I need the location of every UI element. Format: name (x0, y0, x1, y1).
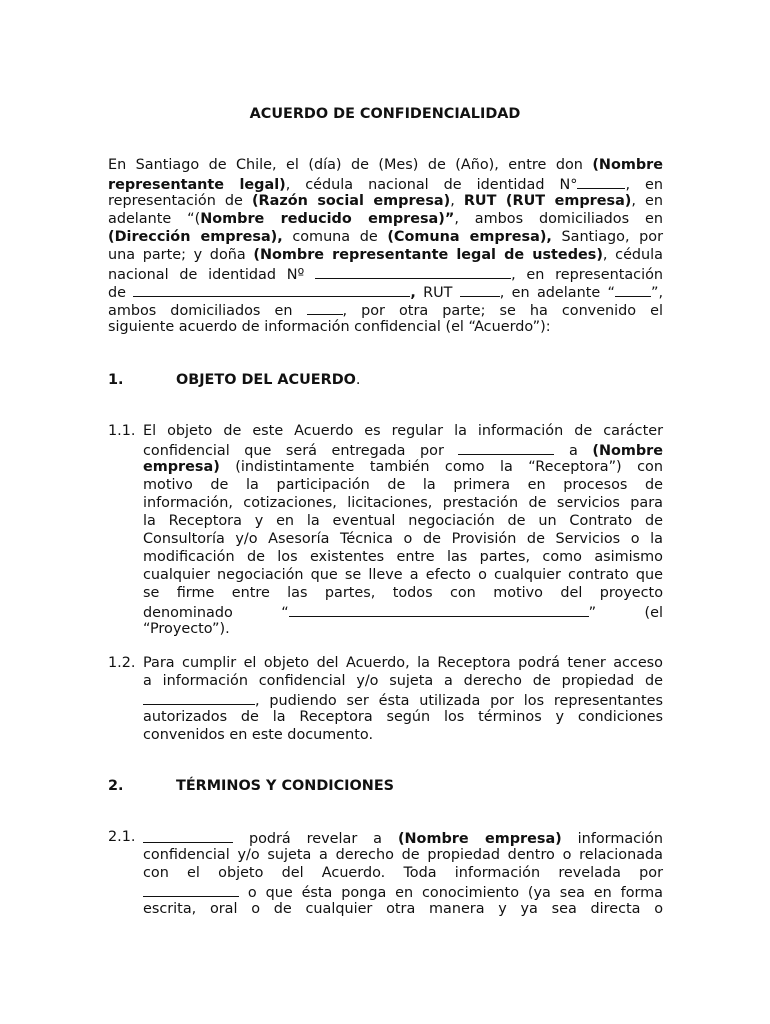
blank-line (289, 602, 589, 617)
clause-line: cualquier negociación que se lleve a efecto o cualquier contrato que (143, 567, 663, 583)
clause-line: Para cumplir el objeto del Acuerdo, la Receptora podrá tener acceso (143, 655, 663, 671)
section-heading-2: 2. TÉRMINOS Y CONDICIONES (108, 778, 395, 794)
clause-line: “Proyecto”). (143, 621, 230, 637)
blank-line (143, 882, 239, 897)
clause-line: autorizados de la Receptora según los términos y condiciones (143, 709, 663, 725)
clause-line: convenidos en este documento. (143, 727, 374, 743)
intro-line: nacional de identidad Nº , en representación (108, 264, 663, 282)
clause-line: modificación de los existentes entre las partes, como asimismo (143, 549, 663, 565)
blank-line (458, 440, 554, 455)
clause-line: confidencial y/o sujeta a derecho de propiedad dentro o relacionada (143, 847, 663, 863)
intro-line: adelante “(Nombre reducido empresa)”, ambos domiciliados en (108, 211, 663, 227)
clause-line: , pudiendo ser ésta utilizada por los representantes (143, 690, 663, 708)
clause-number: 1.1. (108, 423, 136, 439)
clause-line: denominado “ ” (el (143, 602, 663, 620)
clause-line: confidencial que será entregada por a (Nombre (143, 440, 663, 458)
intro-line: ambos domiciliados en , por otra parte; se ha convenido el (108, 300, 663, 318)
clause-number: 1.2. (108, 655, 136, 671)
clause-line: El objeto de este Acuerdo es regular la información de carácter (143, 423, 663, 439)
clause-line: se firme entre las partes, todos con motivo del proyecto (143, 585, 663, 601)
intro-line: de , RUT , en adelante “ ”, (108, 282, 663, 300)
clause-line: motivo de la participación de la primera en procesos de (143, 477, 663, 493)
clause-number: 2.1. (108, 829, 136, 845)
section-heading-1: 1. OBJETO DEL ACUERDO. (108, 372, 361, 388)
blank-line (143, 690, 255, 705)
clause-line: empresa) (indistintamente también como la “Receptora”) con (143, 459, 663, 475)
blank-line (133, 282, 410, 297)
clause-line: información, cotizaciones, licitaciones, prestación de servicios para (143, 495, 663, 511)
intro-line: representación de (Razón social empresa), RUT (RUT empresa), en (108, 193, 663, 209)
clause-line: con el objeto del Acuerdo. Toda información revelada por (143, 865, 663, 881)
clause-line: a información confidencial y/o sujeta a derecho de propiedad de (143, 673, 663, 689)
blank-line (315, 264, 511, 279)
intro-line: representante legal), cédula nacional de identidad N° , en (108, 174, 663, 192)
intro-line: una parte; y doña (Nombre representante legal de ustedes), cédula (108, 247, 663, 263)
clause-line: la Receptora y en la eventual negociación de un Contrato de (143, 513, 663, 529)
blank-line (577, 174, 625, 189)
document-title: ACUERDO DE CONFIDENCIALIDAD (249, 106, 521, 122)
clause-line: podrá revelar a (Nombre empresa) información (143, 828, 663, 846)
blank-line (460, 282, 500, 297)
blank-line (615, 282, 651, 297)
blank-line (143, 828, 233, 843)
blank-line (307, 300, 343, 315)
intro-line: siguiente acuerdo de información confidencial (el “Acuerdo”): (108, 319, 551, 335)
clause-line: o que ésta ponga en conocimiento (ya sea en forma (143, 882, 663, 900)
intro-line: En Santiago de Chile, el (día) de (Mes) de (Año), entre don (Nombre (108, 157, 663, 173)
clause-line: Consultoría y/o Asesoría Técnica o de Provisión de Servicios o la (143, 531, 663, 547)
clause-line: escrita, oral o de cualquier otra manera y ya sea directa o (143, 901, 663, 917)
intro-line: (Dirección empresa), comuna de (Comuna empresa), Santiago, por (108, 229, 664, 245)
